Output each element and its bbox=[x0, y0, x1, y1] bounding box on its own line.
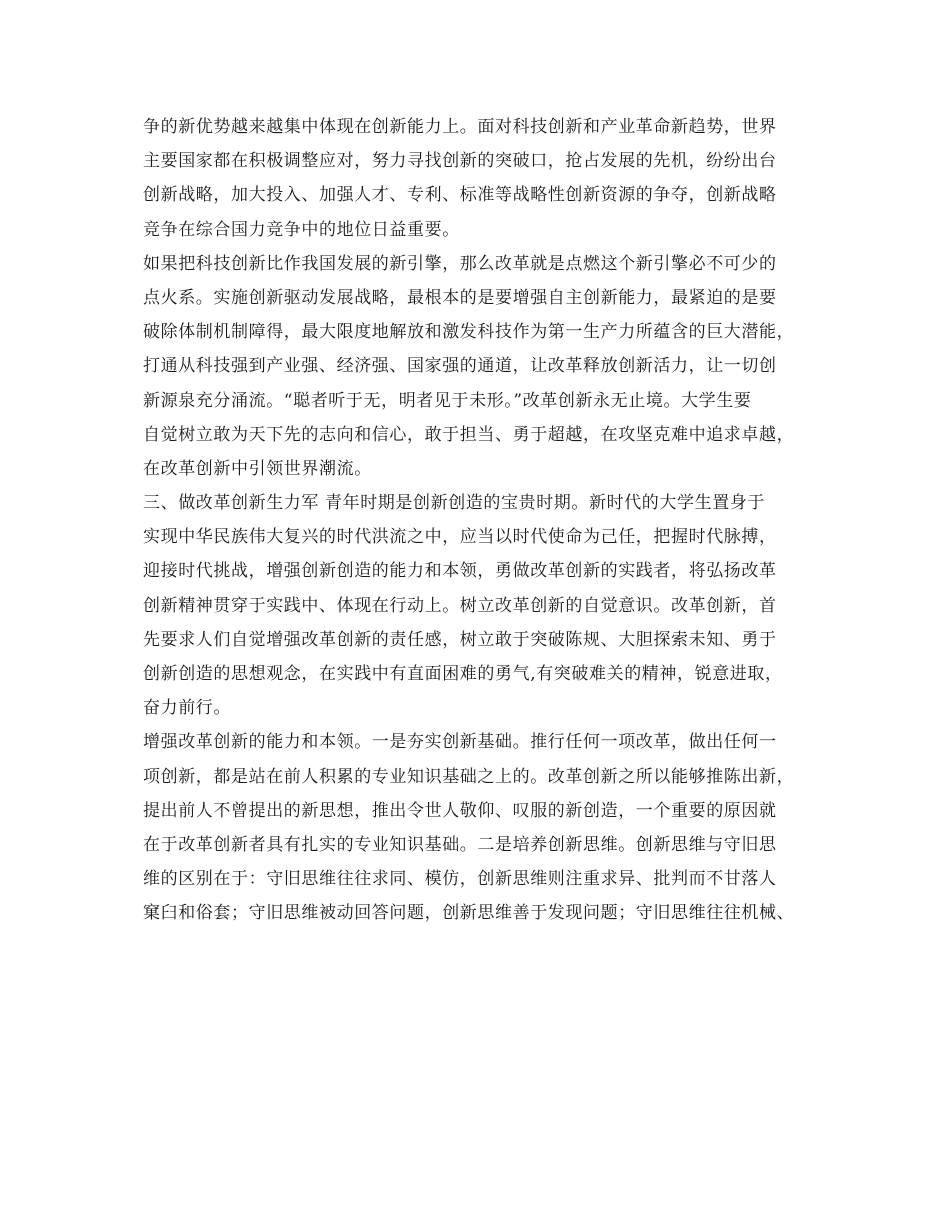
text-line: 先要求人们自觉增强改革创新的责任感，树立敢于突破陈规、大胆探索未知、勇于 bbox=[143, 629, 777, 650]
text-line: 争的新优势越来越集中体现在创新能力上。面对科技创新和产业革命新趋势，世界 bbox=[143, 117, 777, 137]
text-line: 项创新，都是站在前人积累的专业知识基础之上的。改革创新之所以能够推陈出新， bbox=[143, 766, 795, 787]
text-line: 三、做改革创新生力军 青年时期是创新创造的宝贵时期。新时代的大学生置身于 bbox=[143, 493, 766, 514]
text-line: 主要国家都在积极调整应对，努力寻找创新的突破口，抢占发展的先机，纷纷出台 bbox=[143, 151, 777, 172]
text-line: 创新精神贯穿于实践中、体现在行动上。树立改革创新的自觉意识。改革创新，首 bbox=[143, 595, 777, 616]
text-line: 在改革创新中引领世界潮流。 bbox=[143, 458, 372, 479]
text-line: 增强改革创新的能力和本领。一是夯实创新基础。推行任何一项改革，做出任何一 bbox=[143, 732, 777, 753]
text-line: 点火系。实施创新驱动发展战略，最根本的是要增强自主创新能力，最紧迫的是要 bbox=[143, 287, 777, 308]
text-line: 创新创造的思想观念，在实践中有直面困难的勇气,有突破难关的精神，锐意进取， bbox=[143, 664, 783, 684]
text-line: 自觉树立敢为天下先的志向和信心，敢于担当、勇于超越，在攻坚克难中追求卓越， bbox=[143, 424, 795, 445]
text-line: 提出前人不曾提出的新思想，推出令世人敬仰、叹服的新创造，一个重要的原因就 bbox=[143, 800, 777, 821]
text-line: 新源泉充分涌流。“聪者听于无，明者见于未形。”改革创新永无止境。大学生要 bbox=[143, 390, 752, 411]
text-line: 迎接时代挑战，增强创新创造的能力和本领，勇做改革创新的实践者，将弘扬改革 bbox=[143, 561, 777, 582]
text-line: 打通从科技强到产业强、经济强、国家强的通道，让改革释放创新活力，让一切创 bbox=[143, 356, 777, 377]
body-text bbox=[143, 110, 843, 931]
text-line: 维的区别在于：守旧思维往往求同、模仿，创新思维则注重求异、批判而不甘落人 bbox=[143, 869, 777, 890]
text-line: 竞争在综合国力竞争中的地位日益重要。 bbox=[143, 219, 460, 240]
text-line: 破除体制机制障得，最大限度地解放和激发科技作为第一生产力所蕴含的巨大潜能， bbox=[143, 322, 795, 343]
text-line: 在于改革创新者具有扎实的专业知识基础。二是培养创新思维。创新思维与守旧思 bbox=[143, 834, 777, 855]
text-line: 实现中华民族伟大复兴的时代洪流之中，应当以时代使命为己任，把握时代脉搏， bbox=[143, 527, 777, 548]
text-line: 如果把科技创新比作我国发展的新引擎，那么改革就是点燃这个新引擎必不可少的 bbox=[143, 253, 777, 274]
text-line: 奋力前行。 bbox=[143, 698, 231, 719]
text-line: 创新战略，加大投入、加强人才、专利、标准等战略性创新资源的争夺，创新战略 bbox=[143, 185, 777, 206]
text-line: 窠臼和俗套；守旧思维被动回答问题，创新思维善于发现问题；守旧思维往往机械、 bbox=[143, 903, 795, 924]
